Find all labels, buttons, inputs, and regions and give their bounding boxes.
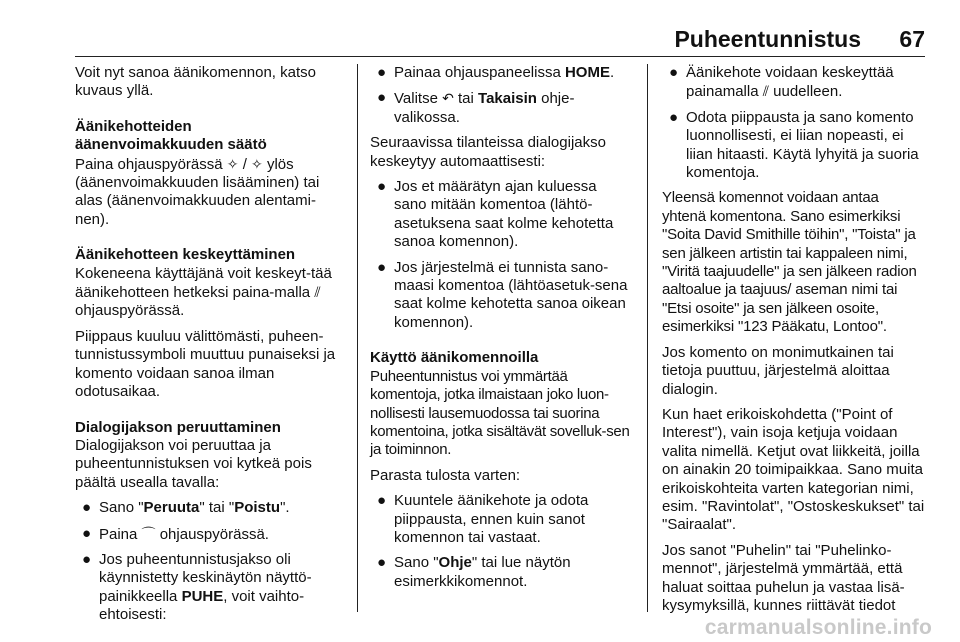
- bullet: ●: [377, 178, 387, 196]
- paragraph: Piippaus kuuluu välittömästi, puheen-tunnistussymboli muuttuu punaiseksi ja komento voidaan sanoa ilman odotusaikaa.: [75, 327, 336, 401]
- column-divider: [357, 64, 358, 612]
- paragraph: Parasta tulosta varten:: [370, 466, 521, 484]
- section-heading: Äänikehotteen keskeyttäminen: [75, 246, 296, 264]
- list-item: ● Painaa ohjauspaneelissa HOME.: [370, 64, 632, 82]
- voice-icon: ⫽: [762, 83, 769, 100]
- list-item: ● Paina ⌒ ohjauspyörässä.: [75, 525, 347, 544]
- volume-down-icon: ✧: [251, 155, 263, 172]
- paragraph: Kokeneena käyttäjänä voit keskeyt-tää äänikehotteen hetkeksi paina-malla ⫽ ohjauspyörässä.: [75, 264, 332, 320]
- voice-icon: ⫽: [314, 284, 321, 301]
- list-item: ● Jos järjestelmä ei tunnista sano-maasi komentoa (lähtöasetuk-sena saat kolme kehotetta sanoa oikean komennon).: [370, 259, 632, 333]
- section-heading: Dialogijakson peruuttaminen: [75, 418, 281, 436]
- column-divider: [647, 64, 648, 612]
- volume-up-icon: ✧: [226, 155, 239, 172]
- list-item: ● Jos et määrätyn ajan kuluessa sano mitään komentoa (lähtö-asetuksena saat kolme kehotetta sanoa komennon).: [370, 178, 632, 252]
- list-item: ● Sano "Peruuta" tai "Poistu".: [75, 499, 347, 517]
- section-heading: Käyttö äänikomennoilla: [370, 349, 539, 367]
- page-title: Puheentunnistus: [674, 26, 861, 52]
- list-item: ● Sano "Ohje" tai lue näytön esimerkkikomennot.: [370, 554, 632, 591]
- bullet: ●: [377, 89, 387, 107]
- list-item: ● Odota piippausta ja sano komento luonnollisesti, ei liian nopeasti, ei liian hitaasti. Käytä lyhyitä ja suoria komentoja.: [662, 109, 926, 183]
- bullet: ●: [377, 258, 387, 276]
- bullet: ●: [669, 108, 679, 126]
- paragraph: Puheentunnistus voi ymmärtää komentoja, jotka ilmaistaan joko luon-nollisesti lausemuodossa tai suorina komentoina, jotka sisältävät sovelluk-sen ja toiminnon.: [370, 367, 630, 459]
- paragraph: Jos sanot "Puhelin" tai "Puhelinko-mennot", järjestelmä ymmärtää, että haluat soittaa puhelun ja vastaa lisä-kysymyksillä, kunnes riittävät tiedot: [662, 541, 905, 614]
- bullet: ●: [669, 64, 679, 81]
- watermark: carmanualsonline.info: [704, 616, 932, 639]
- column-3: [662, 64, 926, 622]
- list-item: ● Valitse ↶ tai Takaisin ohje-valikossa.: [370, 89, 632, 127]
- bullet: ●: [82, 499, 92, 517]
- section-heading: äänenvoimakkuuden säätö: [75, 136, 267, 154]
- paragraph: Paina ohjauspyörässä ✧ / ✧ ylös (äänenvoimakkuuden lisääminen) tai alas (äänenvoimakkuuden alentami-nen).: [75, 155, 320, 228]
- bullet: ●: [377, 64, 387, 81]
- paragraph: Voit nyt sanoa äänikomennon, katso kuvaus yllä.: [75, 64, 316, 100]
- back-icon: ↶: [442, 90, 454, 107]
- list-item: ● Jos puheentunnistusjakso oli käynnistetty keskinäytön näyttö-painikkeella PUHE, voit vaihto-ehtoisesti:: [75, 551, 347, 625]
- paragraph: Yleensä komennot voidaan antaa yhtenä komentona. Sano esimerkiksi "Soita David Smithille töihin", "Toista" ja sen jälkeen artistin tai kappaleen nimi, "Viritä taajuudelle" ja sen jälkeen radion aaltoalue ja taajuus/ aseman nimi tai "Etsi osoite" ja sen jälkeen osoite, esimerkiksi "123 Pääkatu, Lontoo".: [662, 189, 917, 336]
- list-item: ● Kuuntele äänikehote ja odota piippausta, ennen kuin sanot komennon tai vastaat.: [370, 492, 632, 547]
- bullet: ●: [82, 550, 92, 568]
- column-1: [75, 64, 347, 632]
- hang-up-icon: ⌒: [141, 525, 156, 542]
- paragraph: Kun haet erikoiskohdetta ("Point of Interest"), vain isoja ketjuja voidaan valita nimellä. Ketjut ovat liikkeitä, joilla on ainakin 20 toimipaikkaa. Sano muita erikoiskohteita varten kategorian nimi, esim. "Ravintolat", "Ostoskeskukset" tai "Sairaalat".: [662, 405, 925, 534]
- paragraph: Seuraavissa tilanteissa dialogijakso keskeytyy automaattisesti:: [370, 134, 606, 170]
- column-2: [370, 64, 632, 598]
- list-item: ● Äänikehote voidaan keskeyttää painamalla ⫽ uudelleen.: [662, 64, 926, 102]
- bullet: ●: [82, 524, 92, 542]
- bullet: ●: [377, 492, 387, 510]
- page-number: 67: [899, 26, 925, 52]
- paragraph: Dialogijakson voi peruuttaa ja puheentunnistuksen voi kytkeä pois päältä usealla tavalla:: [75, 436, 312, 491]
- section-heading: Äänikehotteiden: [75, 117, 192, 135]
- paragraph: Jos komento on monimutkainen tai tietoja puuttuu, järjestelmä aloittaa dialogin.: [662, 343, 894, 398]
- page-header: [75, 22, 925, 57]
- bullet: ●: [377, 554, 387, 572]
